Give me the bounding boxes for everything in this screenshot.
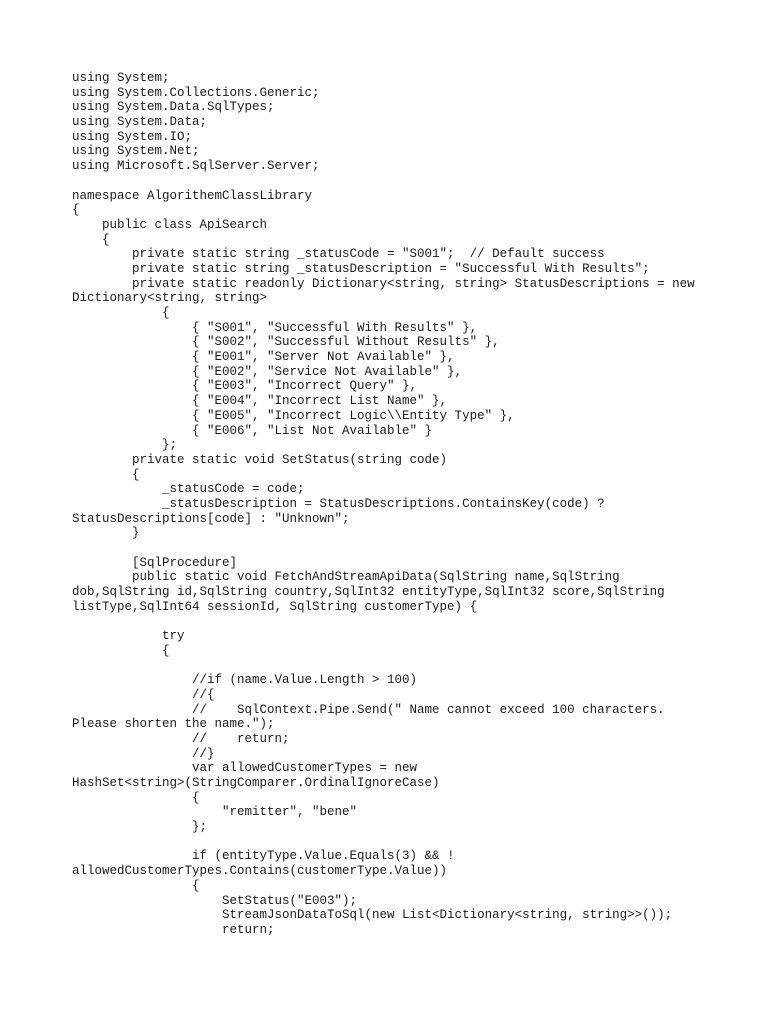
- code-line: [72, 835, 732, 850]
- code-line: { "E003", "Incorrect Query" },: [72, 379, 418, 394]
- code-line: { "E005", "Incorrect Logic\\Entity Type" },: [72, 408, 515, 423]
- code-line: using System.Data.SqlTypes;: [72, 100, 275, 115]
- code-line: //{: [72, 687, 215, 702]
- code-line: {: [72, 878, 200, 893]
- code-line: private static string _statusDescription = "Successful With Results";: [72, 261, 650, 276]
- code-listing: [72, 71, 732, 938]
- code-line: // return;: [72, 731, 290, 746]
- code-line: return;: [72, 922, 275, 937]
- code-line: dob,SqlString id,SqlString country,SqlInt32 entityType,SqlInt32 score,SqlString: [72, 585, 665, 600]
- code-line: //if (name.Value.Length > 100): [72, 673, 418, 688]
- code-line: {: [72, 790, 200, 805]
- code-line: public class ApiSearch: [72, 217, 268, 232]
- code-line: { "E004", "Incorrect List Name" },: [72, 394, 448, 409]
- code-line: private static void SetStatus(string code): [72, 452, 448, 467]
- code-line: }: [72, 526, 140, 541]
- code-line: "remitter", "bene": [72, 805, 358, 820]
- code-line: StatusDescriptions[code] : "Unknown";: [72, 511, 350, 526]
- code-line: [72, 659, 732, 674]
- code-line: using Microsoft.SqlServer.Server;: [72, 159, 320, 174]
- code-line: {: [72, 203, 80, 218]
- code-line: {: [72, 232, 110, 247]
- code-line: using System.Collections.Generic;: [72, 85, 320, 100]
- code-line: _statusCode = code;: [72, 482, 305, 497]
- code-line: { "E001", "Server Not Available" },: [72, 350, 455, 365]
- code-line: [72, 541, 732, 556]
- code-line: [SqlProcedure]: [72, 555, 238, 570]
- code-line: HashSet<string>(StringComparer.OrdinalIgnoreCase): [72, 776, 440, 790]
- code-line: using System.IO;: [72, 129, 193, 144]
- code-line: if (entityType.Value.Equals(3) && !: [72, 849, 455, 864]
- code-line: { "S002", "Successful Without Results" },: [72, 335, 500, 350]
- code-line: private static readonly Dictionary<string, string> StatusDescriptions = new: [72, 276, 695, 291]
- code-line: allowedCustomerTypes.Contains(customerType.Value)): [72, 864, 448, 879]
- code-line: public static void FetchAndStreamApiData(SqlString name,SqlString: [72, 570, 620, 585]
- code-line: using System.Data;: [72, 115, 208, 130]
- code-line: {: [72, 306, 170, 320]
- code-line: private static string _statusCode = "S001"; // Default success: [72, 247, 605, 262]
- code-line: { "E002", "Service Not Available" },: [72, 364, 463, 379]
- code-line: {: [72, 643, 170, 658]
- code-line: try: [72, 629, 185, 644]
- code-line: { "E006", "List Not Available" }: [72, 423, 433, 438]
- code-line: Dictionary<string, string>: [72, 291, 268, 306]
- code-line: // SqlContext.Pipe.Send(" Name cannot exceed 100 characters.: [72, 702, 665, 717]
- code-line: [72, 614, 732, 629]
- code-line: listType,SqlInt64 sessionId, SqlString customerType) {: [72, 599, 478, 614]
- code-line: using System;: [72, 71, 170, 85]
- code-line: _statusDescription = StatusDescriptions.ContainsKey(code) ?: [72, 496, 605, 511]
- code-line: namespace AlgorithemClassLibrary: [72, 188, 313, 203]
- code-line: //}: [72, 746, 215, 761]
- code-line: {: [72, 467, 140, 482]
- code-line: StreamJsonDataToSql(new List<Dictionary<string, string>>());: [72, 908, 673, 923]
- code-line: };: [72, 438, 178, 453]
- code-line: [72, 174, 732, 189]
- code-line: Please shorten the name.");: [72, 717, 275, 732]
- code-line: SetStatus("E003");: [72, 893, 358, 908]
- code-line: };: [72, 820, 208, 835]
- code-line: { "S001", "Successful With Results" },: [72, 320, 478, 335]
- code-line: using System.Net;: [72, 144, 200, 159]
- code-line: var allowedCustomerTypes = new: [72, 761, 418, 776]
